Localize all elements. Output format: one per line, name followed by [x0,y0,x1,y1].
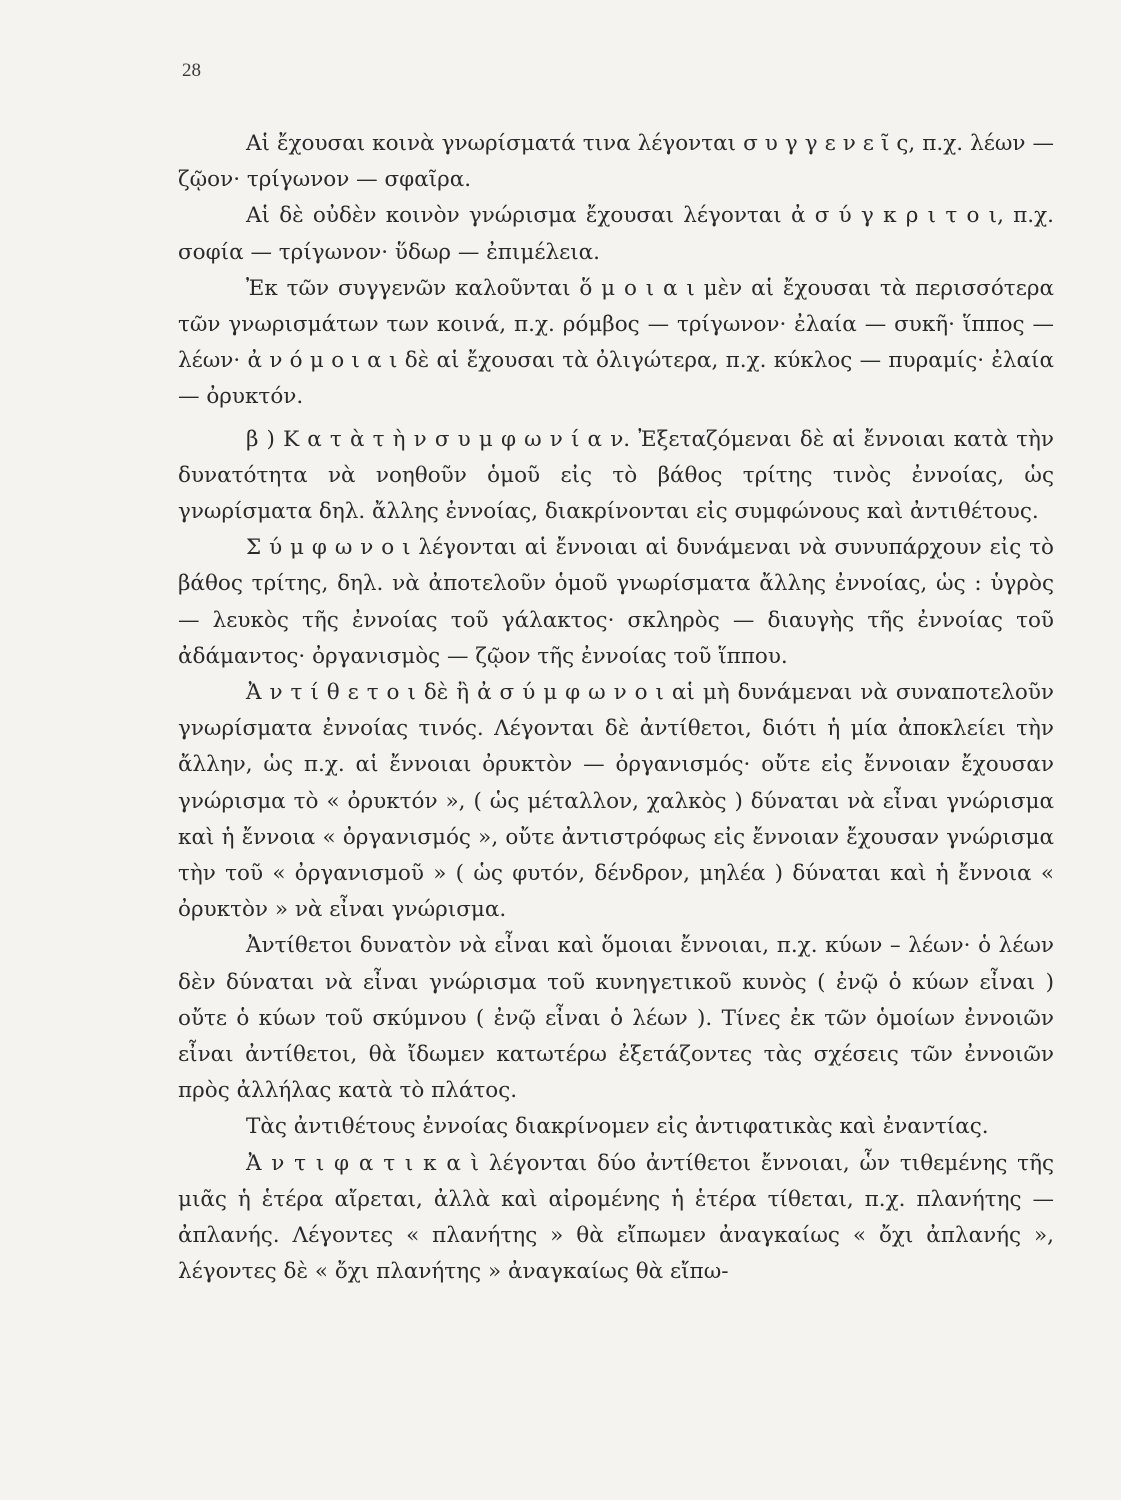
paragraph-antithetoi: Ἀ ν τ ί θ ε τ ο ι δὲ ἢ ἀ σ ύ μ φ ω ν ο ι αἱ μὴ δυνάμεναι νὰ συναποτελοῦν γνωρίσματα ἐννοίας τινός. Λέγονται δὲ ἀντίθετοι, διότι ἡ μία ἀποκλείει τὴν ἄλλην, ὡς π.χ. αἱ ἔννοιαι ὀρυκτὸν — ὀργανισμός· οὔτε εἰς ἔννοιαν ἔχουσαν γνώρισμα τὸ « ὀρυκτόν », ( ὡς μέταλλον, χαλκὸς ) δύναται νὰ εἶναι γνώρισμα καὶ ἡ ἔννοια « ὀργανισμός », οὔτε ἀντιστρόφως εἰς ἔννοιαν ἔχουσαν γνώρισμα τὴν τοῦ « ὀργανισμοῦ » ( ὡς φυτόν, δένδρον, μηλέα ) δύναται καὶ ἡ ἔννοια « ὀρυκτὸν » νὰ εἶναι γνώρισμα. [178,680,1054,923]
page-number: 28 [182,60,201,81]
paragraph-syngeneis: Αἱ ἔχουσαι κοινὰ γνωρίσματά τινα λέγονται σ υ γ γ ε ν ε ῖ ς, π.χ. λέων — ζῷον· τρίγωνον — σφαῖρα. [178,131,1054,193]
paragraph-antithetoi-homoiai: Ἀντίθετοι δυνατὸν νὰ εἶναι καὶ ὅμοιαι ἔννοιαι, π.χ. κύων – λέων· ὁ λέων δὲν δύναται νὰ εἶναι γνώρισμα τοῦ κυνηγετικοῦ κυνὸς ( ἐνῷ ὁ κύων εἶναι ) οὔτε ὁ κύων τοῦ σκύμνου ( ἐνῷ εἶναι ὁ λέων ). Τίνες ἐκ τῶν ὁμοίων ἐννοιῶν εἶναι ἀντίθετοι, θὰ ἴδωμεν κατωτέρω ἐξετάζοντες τὰς σχέσεις τῶν ἐννοιῶν πρὸς ἀλλήλας κατὰ τὸ πλάτος. [178,933,1054,1104]
paragraph-symphonoi: Σ ύ μ φ ω ν ο ι λέγονται αἱ ἔννοιαι αἱ δυνάμεναι νὰ συνυπάρχουν εἰς τὸ βάθος τρίτης, δηλ. νὰ ἀποτελοῦν ὁμοῦ γνωρίσματα ἄλλης ἐννοίας, ὡς : ὑγρὸς — λευκὸς τῆς ἐννοίας τοῦ γάλακτος· σκληρὸς — διαυγὴς τῆς ἐννοίας τοῦ ἀδάμαντος· ὀργανισμὸς — ζῷον τῆς ἐννοίας τοῦ ἵππου. [178,535,1054,669]
paragraph-homoiai: Ἐκ τῶν συγγενῶν καλοῦνται ὅ μ ο ι α ι μὲν αἱ ἔχουσαι τὰ περισσότερα τῶν γνωρισμάτων των κοινά, π.χ. ρόμβος — τρίγωνον· ἐλαία — συκῆ· ἵππος — λέων· ἀ ν ό μ ο ι α ι δὲ αἱ ἔχουσαι τὰ ὀλιγώτερα, π.χ. κύκλος — πυραμίς· ἐλαία — ὀρυκτόν. [178,275,1054,410]
paragraph-diakrisis: Τὰς ἀντιθέτους ἐννοίας διακρίνομεν εἰς ἀντιφατικὰς καὶ ἐναντίας. [246,1114,989,1140]
paragraph-antiphatikai: Ἀ ν τ ι φ α τ ι κ α ὶ λέγονται δύο ἀντίθετοι ἔννοιαι, ὧν τιθεμένης τῆς μιᾶς ἡ ἑτέρα αἴρεται, ἀλλὰ καὶ αἰρομένης ἡ ἑτέρα τίθεται, π.χ. πλανήτης — ἀπλανής. Λέγοντες « πλανήτης » θὰ εἴπωμεν ἀναγκαίως « ὄχι ἀπλανής », λέγοντες δὲ « ὄχι πλανήτης » ἀναγκαίως θὰ εἴπω- [178,1150,1054,1285]
body-text [178,126,1054,1291]
paragraph-symphonia: β ) Κ α τ ὰ τ ὴ ν σ υ μ φ ω ν ί α ν. Ἐξεταζόμεναι δὲ αἱ ἔννοιαι κατὰ τὴν δυνατότητα νὰ νοηθοῦν ὁμοῦ εἰς τὸ βάθος τρίτης τινὸς ἐννοίας, ὡς γνωρίσματα δηλ. ἄλλης ἐννοίας, διακρίνονται εἰς συμφώνους καὶ ἀντιθέτους. [178,426,1054,525]
paragraph-asygkritoi: Αἱ δὲ οὐδὲν κοινὸν γνώρισμα ἔχουσαι λέγονται ἀ σ ύ γ κ ρ ι τ ο ι, π.χ. σοφία — τρίγωνον· ὕδωρ — ἐπιμέλεια. [178,203,1054,265]
